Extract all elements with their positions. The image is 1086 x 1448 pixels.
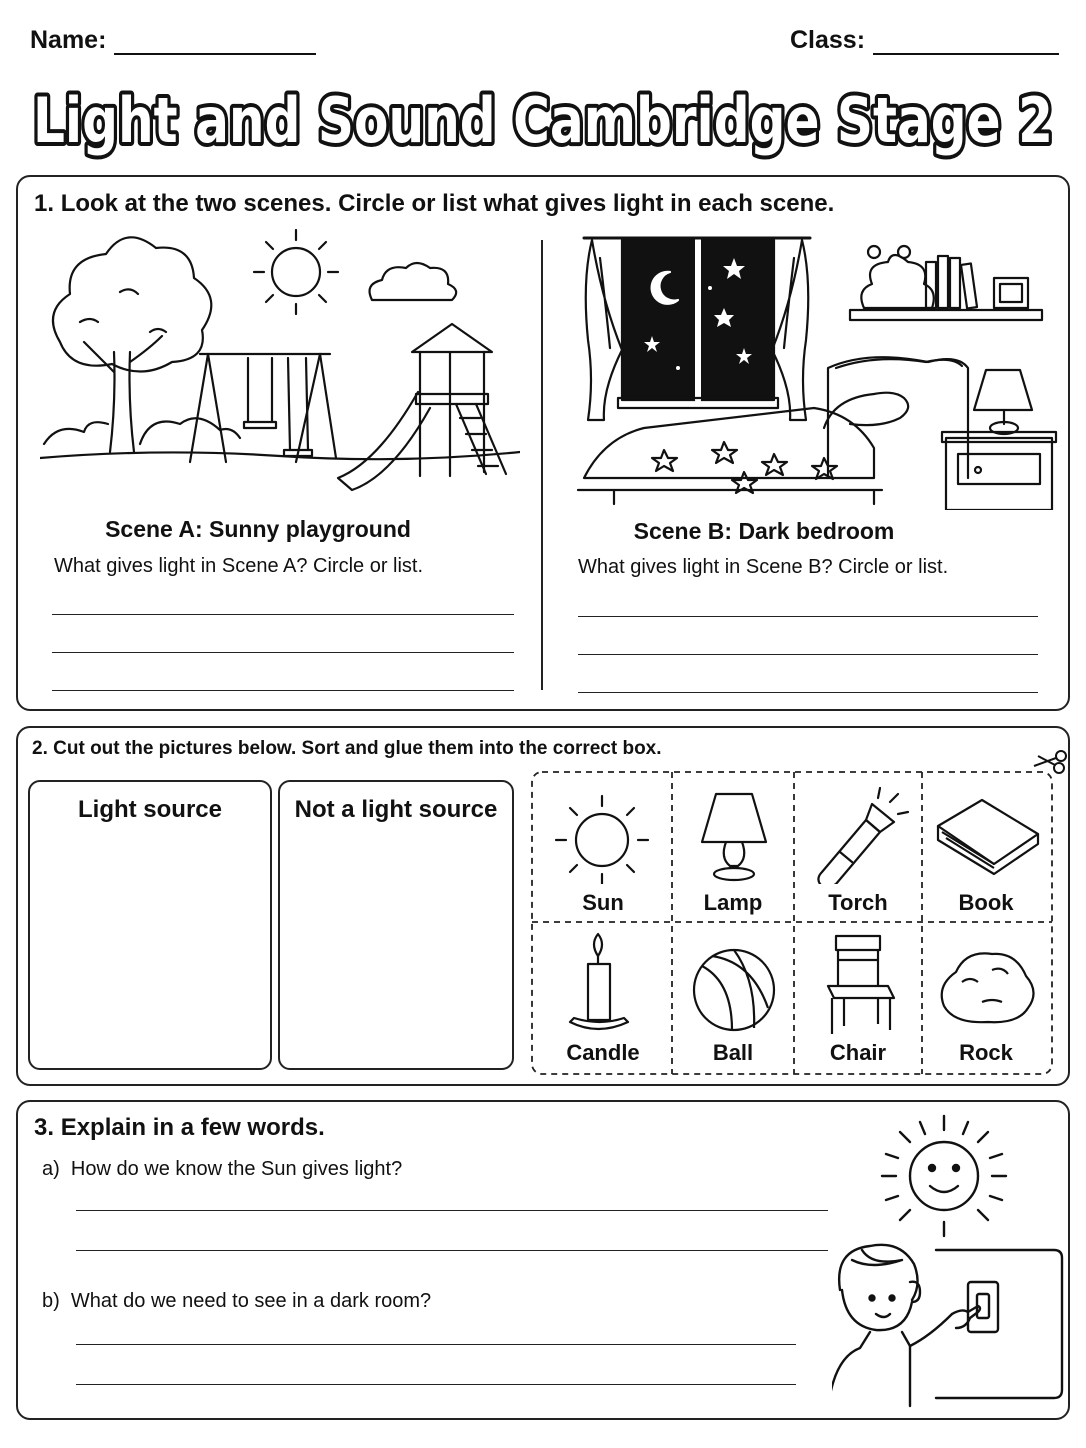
bedroom-scene-image [574, 228, 1060, 510]
question-3b [42, 1290, 431, 1313]
cutout-candle-label: Candle [566, 1040, 640, 1065]
sun-icon [534, 780, 672, 884]
page-title [0, 70, 1086, 170]
cutout-book[interactable] [922, 772, 1050, 922]
question-3b-marker: b) [42, 1290, 60, 1312]
question-3a-marker: a) [42, 1158, 60, 1180]
playground-scene-image [40, 222, 520, 502]
boy-icon [832, 1245, 980, 1408]
light-switch-icon [936, 1250, 1062, 1398]
star-pattern [652, 442, 837, 493]
cutout-rock[interactable] [922, 922, 1050, 1072]
scene-b-caption: Scene B: Dark bedroom [633, 518, 895, 544]
scene-divider [541, 240, 543, 690]
book-icon [922, 780, 1050, 884]
curtain-right-icon [772, 240, 808, 420]
scene-a-caption: Scene A: Sunny playground [105, 516, 411, 542]
light-source-box[interactable] [28, 780, 272, 1070]
curtain-left-icon [586, 240, 622, 420]
cloud-icon [370, 263, 457, 300]
swing-icon [190, 354, 336, 462]
sun-and-boy-illustration [832, 1110, 1064, 1410]
cutout-ball-label: Ball [712, 1040, 754, 1065]
cutout-torch[interactable] [794, 772, 922, 922]
candle-icon [534, 930, 672, 1034]
question-3a-text: How do we know the Sun gives light? [70, 1158, 403, 1180]
cutout-lamp[interactable] [672, 772, 794, 922]
cutout-chair-label: Chair [829, 1040, 887, 1065]
class-label: Class: [790, 26, 866, 54]
bedside-lamp-icon [974, 370, 1032, 434]
svg-text:Light and Sound Cambridge Stag: Light and Sound Cambridge Stage 2 [33, 84, 1053, 157]
class-field[interactable] [790, 26, 1059, 55]
name-label: Name: [30, 26, 107, 54]
cutout-candle[interactable] [534, 922, 672, 1072]
nightstand-icon [942, 432, 1056, 510]
ball-icon [672, 930, 794, 1034]
chair-icon [794, 930, 922, 1034]
cutout-torch-label: Torch [828, 890, 888, 915]
light-source-label: Light source [77, 796, 222, 823]
cutout-book-label: Book [958, 890, 1014, 915]
lamp-icon [672, 780, 794, 884]
scene-b-question: What gives light in Scene B? Circle or list. [578, 556, 949, 578]
cutout-rock-label: Rock [959, 1040, 1013, 1065]
not-light-source-box[interactable] [278, 780, 514, 1070]
question-2-title: 2. Cut out the pictures below. Sort and glue them into the correct box. [32, 738, 662, 759]
slide-icon [338, 324, 506, 490]
question-3a [42, 1158, 402, 1181]
shelf-icon [850, 246, 1042, 320]
cutout-sun[interactable] [534, 772, 672, 922]
sun-icon [254, 230, 338, 314]
cutout-sun-label: Sun [582, 890, 624, 915]
rock-icon [922, 930, 1050, 1034]
scene-a-question: What gives light in Scene A? Circle or list. [54, 555, 424, 577]
question-3-title: 3. Explain in a few words. [34, 1114, 325, 1141]
name-field[interactable] [30, 26, 316, 55]
cutout-lamp-label: Lamp [703, 890, 763, 915]
torch-icon [794, 780, 922, 884]
not-light-source-label: Not a light source [294, 796, 498, 823]
question-3b-text: What do we need to see in a dark room? [70, 1290, 432, 1312]
window-icon [618, 240, 778, 408]
cutout-ball[interactable] [672, 922, 794, 1072]
smiling-sun-icon [882, 1116, 1006, 1236]
cutout-chair[interactable] [794, 922, 922, 1072]
question-1-title: 1. Look at the two scenes. Circle or list what gives light in each scene. [34, 190, 835, 217]
